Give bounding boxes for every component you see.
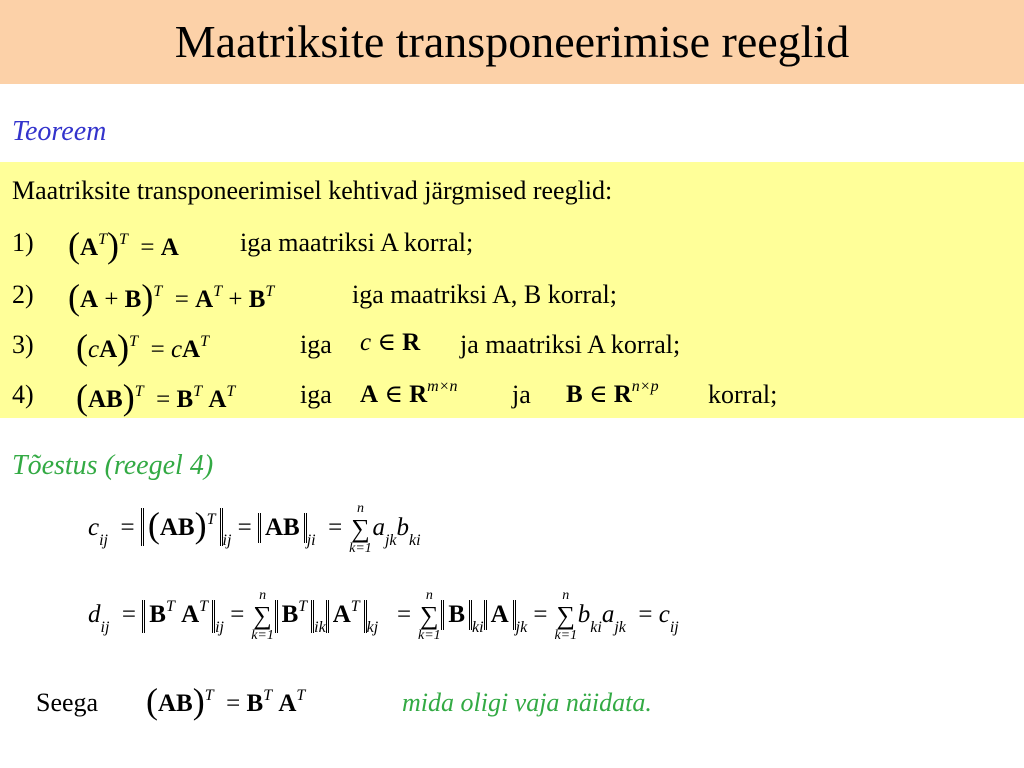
proof-heading: Tõestus (reegel 4) bbox=[12, 450, 214, 481]
rule-4-condition-c: korral; bbox=[708, 380, 778, 409]
rule-3-formula: $(cA)^T = cA^T$ bbox=[76, 327, 210, 367]
rule-4-set-b: B ∈ $R^{n\times p}$ bbox=[566, 378, 659, 408]
rule-3-set: c ∈ R bbox=[360, 329, 421, 356]
conclusion-note: mida oligi vaja näidata. bbox=[402, 688, 652, 717]
proof-equation-1: $c_{ij} = (AB)^T_{ij}$ = AB $_{ji}$ = n ∑ k=1 $a_{jk}b_{ki}$ bbox=[88, 501, 421, 557]
rule-4-number: 4) bbox=[12, 380, 34, 409]
rule-2-condition: iga maatriksi A, B korral; bbox=[352, 280, 618, 309]
rule-4-condition-b: ja bbox=[512, 380, 531, 409]
rule-1-formula: $(A^T)^T = A$ bbox=[68, 225, 179, 265]
rule-4-formula: $(AB)^T = B^T$ $A^T$ bbox=[76, 377, 236, 417]
rule-2-number: 2) bbox=[12, 280, 34, 309]
rule-2-formula: $(A + B)^T = A^T + B^T$ bbox=[68, 277, 275, 317]
conclusion-label: Seega bbox=[36, 688, 99, 717]
conclusion-formula: $(AB)^T = B^T$ $A^T$ bbox=[146, 681, 306, 721]
rule-4-set-a: A ∈ $R^{m\times n}$ bbox=[360, 378, 458, 408]
theorem-heading: Teoreem bbox=[12, 116, 107, 147]
rule-1-condition: iga maatriksi A korral; bbox=[240, 228, 474, 257]
page-title: Maatriksite transponeerimise reeglid bbox=[174, 16, 850, 67]
proof-equation-2: $d_{ij} = B^T$ $A^T_{ij}$ = n ∑ k=1 $B^T_{ik}$ $A^T_{kj}$ = n ∑ k=1 B $_{ki}$ A $_{jk}$ = n ∑ k=1 $b_{ki}a_{jk} = c_{ij}$ bbox=[88, 588, 679, 644]
rule-4-condition-a: iga bbox=[300, 380, 332, 409]
theorem-intro: Maatriksite transponeerimisel kehtivad järgmised reeglid: bbox=[12, 176, 613, 205]
rule-3-condition-a: iga bbox=[300, 330, 332, 359]
rule-1-number: 1) bbox=[12, 228, 34, 257]
rule-3-number: 3) bbox=[12, 330, 34, 359]
rule-3-condition-b: ja maatriksi A korral; bbox=[460, 330, 681, 359]
